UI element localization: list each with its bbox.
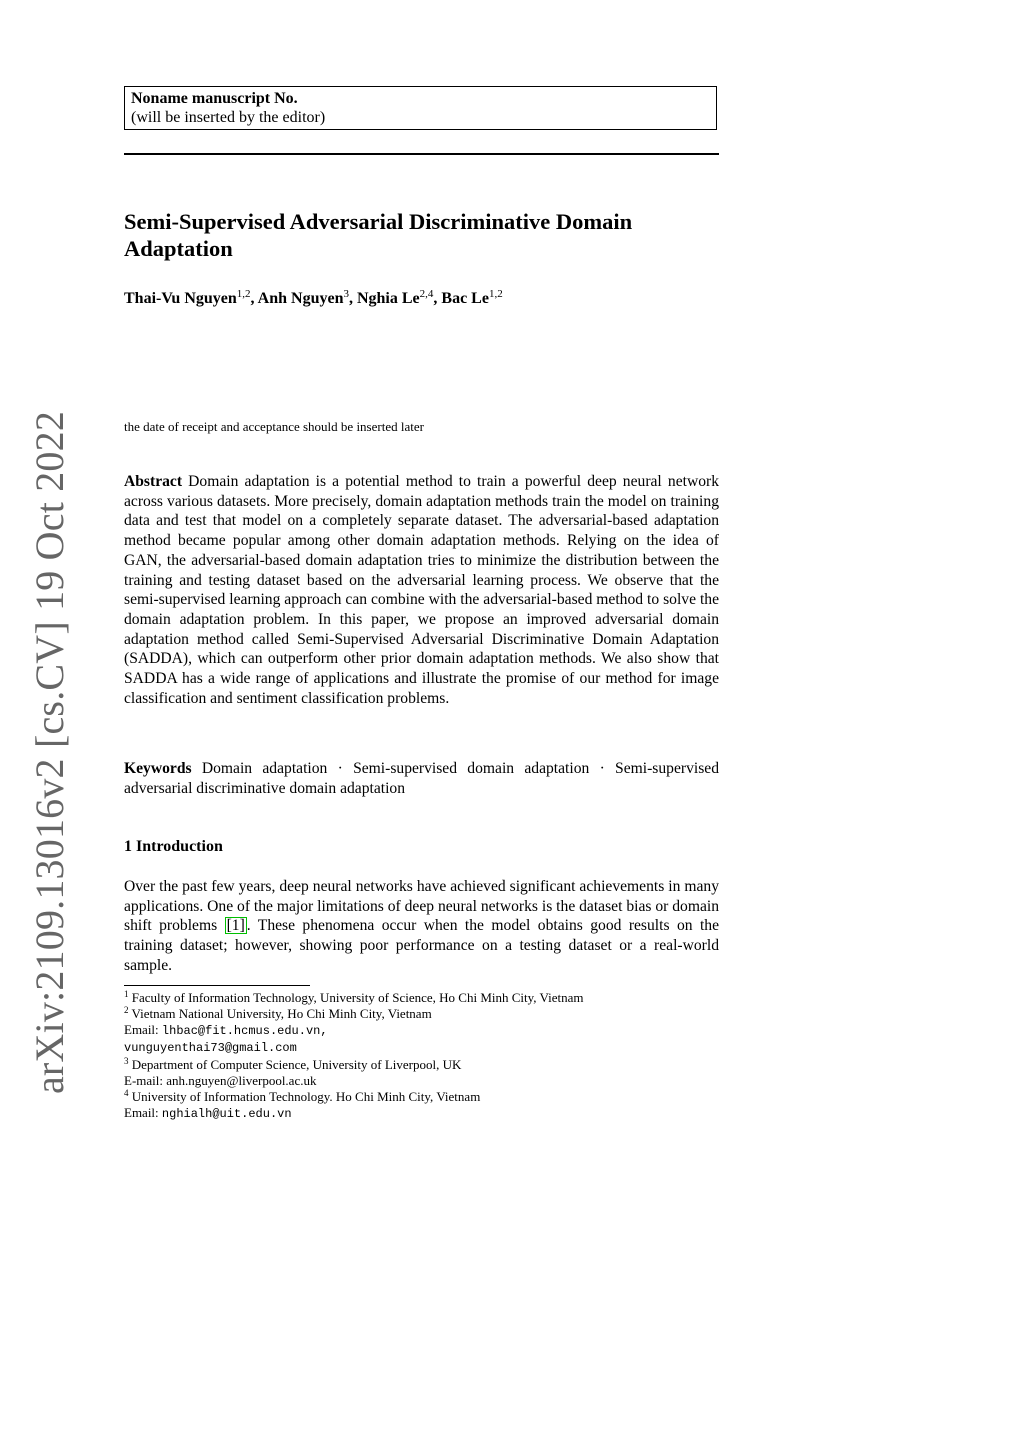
footnote-4 (124, 1089, 744, 1105)
email-label: Email: (124, 1104, 159, 1120)
footnote-text: University of Information Technology. Ho Chi Minh City, Vietnam (131, 1088, 481, 1104)
footnote-number: 2 (124, 1004, 129, 1015)
footnote-2 (124, 1006, 744, 1022)
email-label: Email: (124, 1021, 159, 1037)
abstract-label: Abstract (124, 473, 183, 490)
receipt-note: the date of receipt and acceptance should be inserted later (124, 419, 424, 434)
abstract-text: Domain adaptation is a potential method to train a powerful deep neural network across various datasets. More precisely, domain adaptation methods train the model on training data and test that model on a completely separate dataset. The adversarial-based adaptation method became popular among other domain adaptation methods. Relying on the idea of GAN, the adversarial-based domain adaptation tries to minimize the distribution between the training and testing dataset based on the adversarial learning process. We observe that the semi-supervised learning approach can combine with the adversarial-based method to solve the domain adaptation problem. In this paper, we propose an improved adversarial domain adaptation method called Semi-Supervised Adversarial Discriminative Domain Adaptation (SADDA), which can outperform other prior domain adaptation methods. We also show that SADDA has a wide range of applications and illustrate the promise of our method for image classification and sentiment classification problems. (124, 473, 719, 707)
footnote-text: Faculty of Information Technology, University of Science, Ho Chi Minh City, Vietnam (131, 990, 584, 1005)
author-name: Nghia Le (356, 290, 420, 307)
footnote-email-line (124, 1105, 744, 1123)
arxiv-id-text: arXiv:2109.13016v2 [cs.CV] 19 Oct 2022 (27, 410, 73, 1094)
email-address[interactable]: nghialh@uit.edu.vn (161, 1106, 292, 1121)
footnotes (124, 990, 744, 1122)
footnote-email-line (124, 1039, 744, 1057)
footnote-1 (124, 990, 744, 1006)
author-name: Anh Nguyen (257, 290, 344, 307)
footnote-number: 3 (124, 1056, 129, 1067)
author-name: Bac Le (441, 290, 489, 307)
footnote-rule (124, 985, 310, 986)
author-affiliation: 2,4 (419, 288, 434, 300)
footnote-3 (124, 1057, 744, 1073)
header-rule (124, 153, 719, 155)
introduction-text-before: Over the past few years, deep neural networks have achieved significant achievements in many applications. One of the major limitations of deep neural networks is the dataset bias or domain shift problems (124, 878, 720, 935)
footnote-email-line (124, 1022, 744, 1040)
author-list: Thai-Vu Nguyen$^{1,2}$, Anh Nguyen$^3$, Nghia Le$^{2,4}$, Bac Le$^{1,2}$ (124, 288, 503, 307)
email-address[interactable]: lhbac@fit.hcmus.edu.vn, (161, 1023, 328, 1038)
citation-link[interactable]: [1] (226, 917, 245, 935)
arxiv-side-stamp (27, 410, 73, 1094)
paper-title: Semi-Supervised Adversarial Discriminative Domain Adaptation (124, 209, 633, 261)
author-affiliation: 1,2 (488, 288, 503, 300)
introduction-text-after: . These phenomena occur when the model obtains good results on the training dataset; however, showing poor performance on a testing dataset or a real-world sample. (124, 917, 719, 974)
introduction-paragraph (124, 877, 719, 976)
manuscript-editor-note: (will be inserted by the editor) (131, 109, 326, 126)
email-address[interactable]: vunguyenthai73@gmail.com (124, 1041, 297, 1056)
author-affiliation: 1,2 (236, 288, 251, 300)
author-name: Thai-Vu Nguyen (124, 290, 237, 307)
footnote-text: Department of Computer Science, University of Liverpool, UK (131, 1057, 462, 1073)
footnote-number: 1 (124, 989, 129, 999)
keywords-label: Keywords (124, 760, 192, 777)
keywords (124, 759, 719, 798)
keywords-text: Domain adaptation · Semi-supervised domain adaptation · Semi-supervised adversarial discriminative domain adaptation (124, 760, 719, 797)
author-affiliation: 3 (343, 288, 349, 300)
footnote-text: Vietnam National University, Ho Chi Minh City, Vietnam (131, 1005, 432, 1021)
footnote-number: 4 (124, 1087, 129, 1098)
footnote-email-line: E-mail: anh.nguyen@liverpool.ac.uk (124, 1072, 317, 1088)
abstract (124, 472, 719, 708)
manuscript-box (124, 86, 717, 130)
manuscript-number-label: Noname manuscript No. (131, 90, 298, 107)
introduction-heading: 1 Introduction (124, 838, 223, 855)
